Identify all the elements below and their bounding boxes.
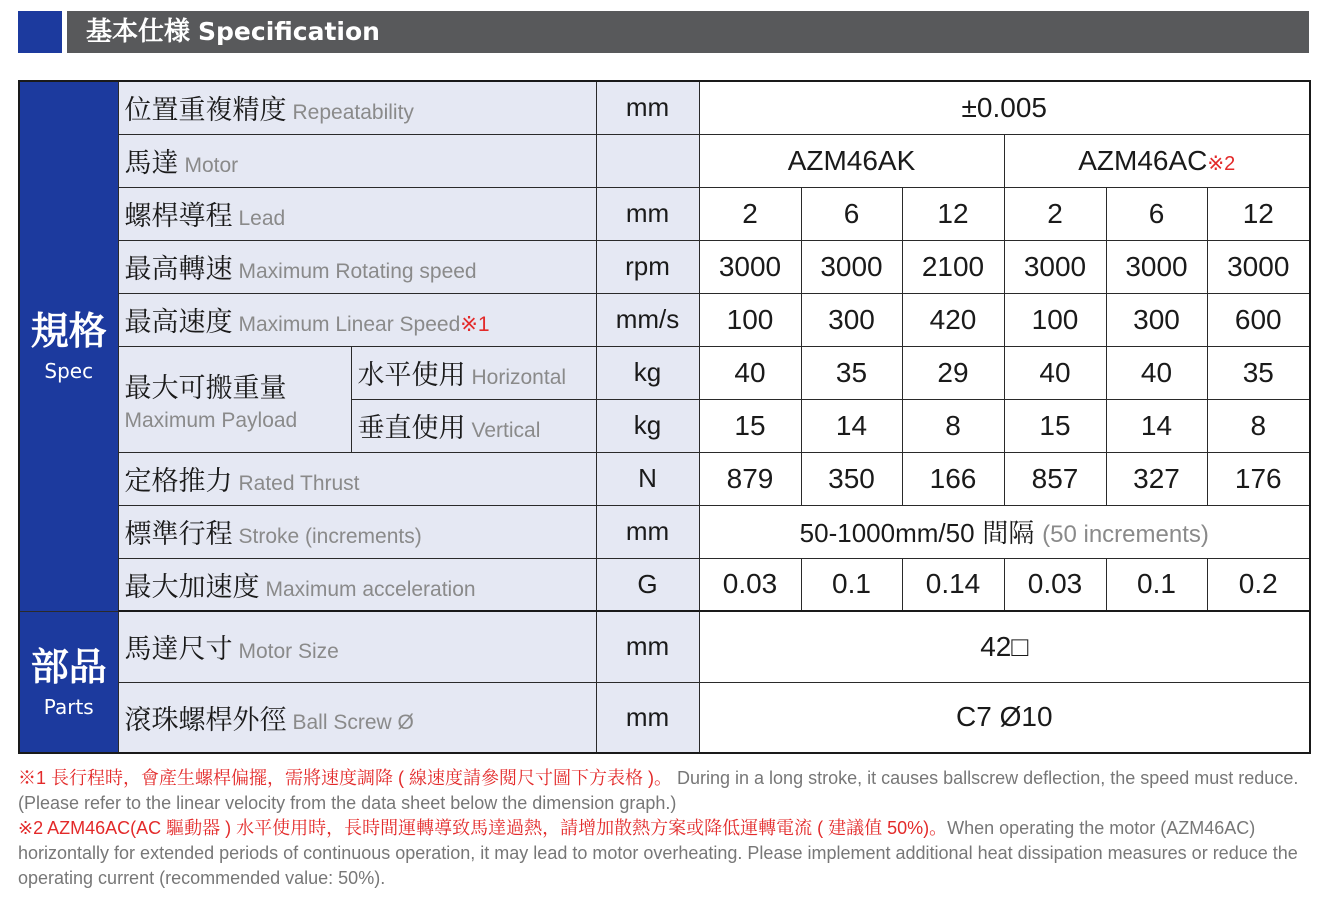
section-title-zh: 基本仕様	[86, 17, 191, 47]
note-ref-2: ※2	[1207, 152, 1236, 175]
row-motor-size	[19, 611, 1310, 682]
value-cell: 3000	[1207, 240, 1310, 293]
side-parts-zh: 部品	[30, 644, 107, 689]
label-rotating-speed: 最高轉速 Maximum Rotating speed	[118, 240, 596, 293]
value-cell: 300	[1106, 293, 1207, 346]
value-motor-ac: AZM46AC※2	[1004, 134, 1310, 187]
label-payload: 最大可搬重量 Maximum Payload	[118, 346, 351, 452]
unit-ball-screw: mm	[596, 682, 699, 753]
value-cell: 176	[1207, 452, 1310, 505]
value-cell: 300	[801, 293, 902, 346]
label-payload-vertical: 垂直使用 Vertical	[351, 399, 596, 452]
value-cell: 420	[902, 293, 1004, 346]
label-payload-horizontal: 水平使用 Horizontal	[351, 346, 596, 399]
unit-rated-thrust: N	[596, 452, 699, 505]
value-cell: 40	[699, 346, 801, 399]
row-stroke	[19, 505, 1310, 558]
section-header-accent	[18, 11, 62, 53]
row-linear-speed	[19, 293, 1310, 346]
side-label-spec	[19, 81, 118, 611]
row-ball-screw	[19, 682, 1310, 753]
side-label-parts	[19, 611, 118, 753]
row-payload-horizontal	[19, 346, 1310, 399]
unit-lead: mm	[596, 187, 699, 240]
value-cell: 15	[1004, 399, 1106, 452]
label-rated-thrust: 定格推力 Rated Thrust	[118, 452, 596, 505]
row-lead	[19, 187, 1310, 240]
section-header-divider	[62, 11, 67, 53]
value-cell: 879	[699, 452, 801, 505]
value-cell: 350	[801, 452, 902, 505]
label-lead: 螺桿導程 Lead	[118, 187, 596, 240]
row-rotating-speed	[19, 240, 1310, 293]
label-ball-screw: 滾珠螺桿外徑 Ball Screw Ø	[118, 682, 596, 753]
value-cell: 3000	[699, 240, 801, 293]
label-acceleration: 最大加速度 Maximum acceleration	[118, 558, 596, 611]
value-cell: 8	[902, 399, 1004, 452]
unit-stroke: mm	[596, 505, 699, 558]
value-cell: 14	[1106, 399, 1207, 452]
label-stroke: 標準行程 Stroke (increments)	[118, 505, 596, 558]
value-cell: 0.03	[1004, 558, 1106, 611]
row-repeatability	[19, 81, 1310, 134]
value-cell: 6	[1106, 187, 1207, 240]
unit-repeatability: mm	[596, 81, 699, 134]
value-cell: 40	[1004, 346, 1106, 399]
value-cell: 3000	[1004, 240, 1106, 293]
value-cell: 15	[699, 399, 801, 452]
value-cell: 2	[699, 187, 801, 240]
value-cell: 327	[1106, 452, 1207, 505]
side-spec-en: Spec	[44, 359, 94, 384]
row-acceleration	[19, 558, 1310, 611]
value-cell: 3000	[1106, 240, 1207, 293]
unit-linear-speed: mm/s	[596, 293, 699, 346]
value-cell: 14	[801, 399, 902, 452]
value-cell: 35	[1207, 346, 1310, 399]
value-stroke: 50-1000mm/50 間隔 (50 increments)	[699, 505, 1310, 558]
value-cell: 0.1	[801, 558, 902, 611]
value-ball-screw: C7 Ø10	[699, 682, 1310, 753]
value-cell: 0.2	[1207, 558, 1310, 611]
footnote-1: ※1 長行程時，會產生螺桿偏擺，需將速度調降 ( 線速度請參閱尺寸圖下方表格 )。 During in a long stroke, it causes ballscrew deflection, the speed must reduce. (Please refer to the linear velocity from the data sheet below the dimension graph.)	[18, 768, 1299, 813]
value-cell: 166	[902, 452, 1004, 505]
value-cell: 857	[1004, 452, 1106, 505]
section-title	[86, 11, 380, 53]
unit-payload-horizontal: kg	[596, 346, 699, 399]
value-cell: 12	[1207, 187, 1310, 240]
label-repeatability: 位置重複精度 Repeatability	[118, 81, 596, 134]
section-title-en: Specification	[198, 17, 380, 46]
unit-motor	[596, 134, 699, 187]
label-motor-size: 馬達尺寸 Motor Size	[118, 611, 596, 682]
side-spec-zh: 規格	[30, 309, 107, 354]
value-cell: 0.14	[902, 558, 1004, 611]
value-cell: 2100	[902, 240, 1004, 293]
unit-motor-size: mm	[596, 611, 699, 682]
row-motor	[19, 134, 1310, 187]
value-cell: 3000	[801, 240, 902, 293]
value-cell: 100	[1004, 293, 1106, 346]
footnotes	[18, 766, 1310, 891]
footnote-2: ※2 AZM46AC(AC 驅動器 ) 水平使用時，長時間運轉導致馬達過熱，請增加散熱方案或降低運轉電流 ( 建議值 50%)。When operating the motor (AZM46AC) horizontally for extended periods of continuous operation, it may lead to motor overheating. Please implement additional heat dissipation measures or reduce the operating current (recommended value: 50%).	[18, 818, 1298, 888]
value-cell: 0.03	[699, 558, 801, 611]
unit-payload-vertical: kg	[596, 399, 699, 452]
spec-table	[18, 80, 1311, 754]
label-motor: 馬達 Motor	[118, 134, 596, 187]
value-cell: 40	[1106, 346, 1207, 399]
value-cell: 35	[801, 346, 902, 399]
value-repeatability: ±0.005	[699, 81, 1310, 134]
value-cell: 29	[902, 346, 1004, 399]
unit-acceleration: G	[596, 558, 699, 611]
value-cell: 8	[1207, 399, 1310, 452]
row-rated-thrust	[19, 452, 1310, 505]
value-cell: 100	[699, 293, 801, 346]
value-motor-ak: AZM46AK	[699, 134, 1004, 187]
side-parts-en: Parts	[43, 694, 94, 719]
value-motor-size: 42□	[699, 611, 1310, 682]
value-cell: 0.1	[1106, 558, 1207, 611]
label-linear-speed: 最高速度 Maximum Linear Speed※1	[118, 293, 596, 346]
value-cell: 12	[902, 187, 1004, 240]
unit-rotating-speed: rpm	[596, 240, 699, 293]
note-ref-1: ※1	[460, 313, 490, 336]
value-cell: 600	[1207, 293, 1310, 346]
value-cell: 2	[1004, 187, 1106, 240]
value-cell: 6	[801, 187, 902, 240]
